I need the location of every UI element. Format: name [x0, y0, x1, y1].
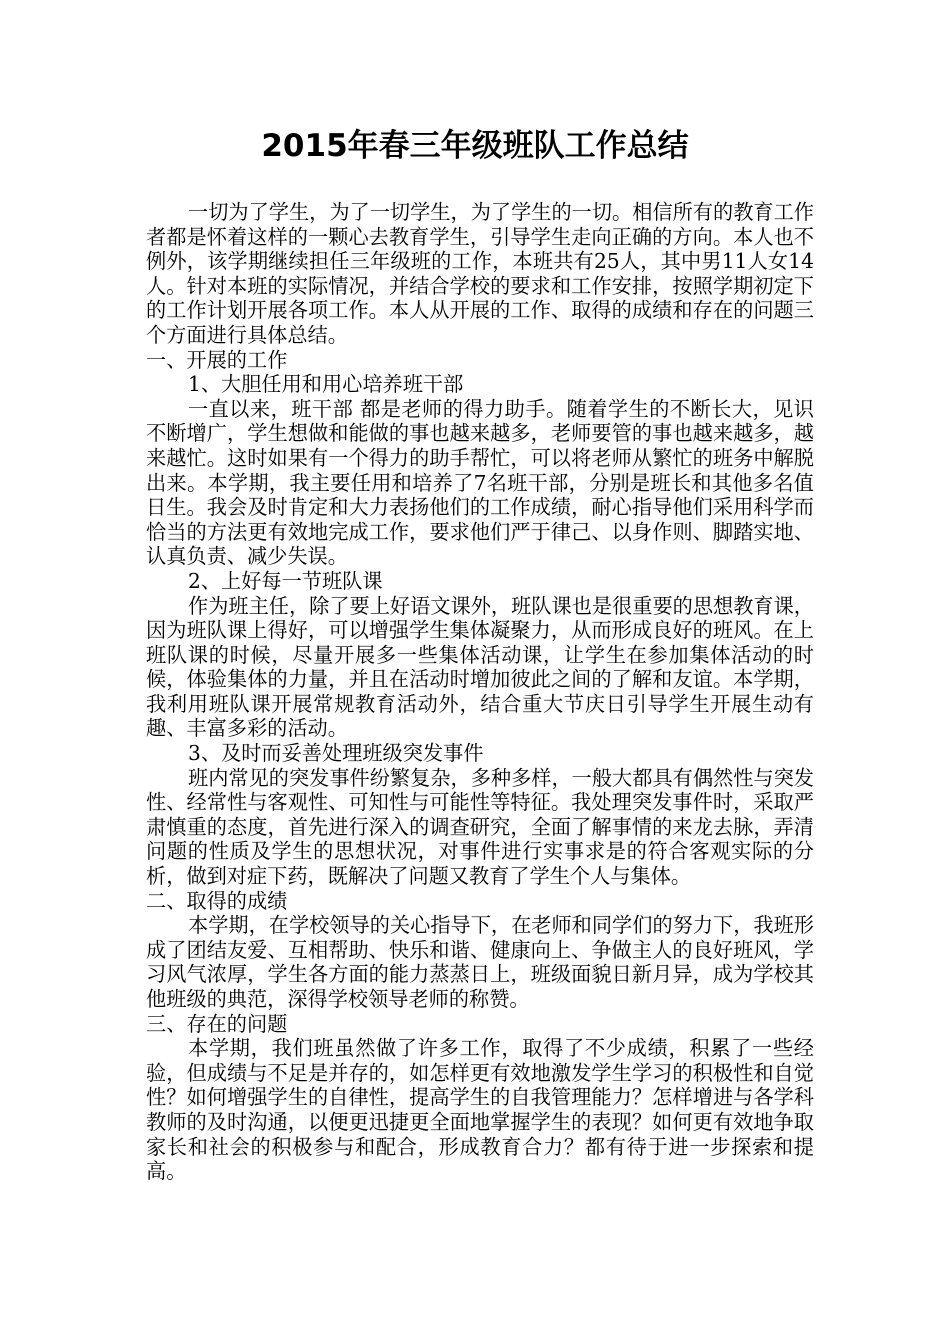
section-heading-achievements: 二、取得的成绩: [146, 888, 288, 913]
subheading-class-meeting: 2、上好每一节班队课: [188, 568, 383, 593]
document-title: 2015年春三年级班队工作总结: [261, 128, 689, 164]
paragraph-class-meeting: 作为班主任，除了要上好语文课外，班队课也是很重要的思想教育课，因为班队课上得好，可以增强学生集体凝聚力，从而形成良好的班风。在上班队课的时候，尽量开展多一些集体活动课，让学生在参加集体活动的时候，体验集体的力量，并且在活动时增加彼此之间的了解和友谊。本学期，我利用班队课开展常规教育活动外，结合重大节庆日引导学生开展生动有趣、丰富多彩的活动。: [146, 593, 814, 741]
section-heading-problems: 三、存在的问题: [146, 1011, 288, 1036]
subheading-emergencies: 3、及时而妥善处理班级突发事件: [188, 741, 484, 766]
paragraph-class-cadres: 一直以来，班干部 都是老师的得力助手。随着学生的不断长大，见识不断增广，学生想做和能做的事也越来越多，老师要管的事也越来越多，越来越忙。这时如果有一个得力的助手帮忙，可以将老师从繁忙的班务中解脱出来。本学期，我主要任用和培养了7名班干部，分别是班长和其他多名值日生。我会及时肯定和大力表扬他们的工作成绩，耐心指导他们采用科学而恰当的方法更有效地完成工作，要求他们严于律己、以身作则、脚踏实地、认真负责、减少失误。: [146, 396, 814, 569]
paragraph-problems: 本学期，我们班虽然做了许多工作，取得了不少成绩，积累了一些经验，但成绩与不足是并存的，如怎样更有效地激发学生学习的积极性和自觉性？如何增强学生的自律性，提高学生的自我管理能力？怎样增进与各学科教师的及时沟通，以便更迅捷更全面地掌握学生的表现？如何更有效地争取家长和社会的积极参与和配合，形成教育合力？都有待于进一步探索和提高。: [146, 1036, 814, 1184]
subheading-class-cadres: 1、大胆任用和用心培养班干部: [188, 372, 464, 397]
section-heading-work: 一、开展的工作: [146, 347, 288, 372]
paragraph-emergencies: 班内常见的突发事件纷繁复杂，多种多样，一般大都具有偶然性与突发性、经常性与客观性、可知性与可能性等特征。我处理突发事件时，采取严肃慎重的态度，首先进行深入的调查研究，全面了解事情的来龙去脉，弄清问题的性质及学生的思想状况，对事件进行实事求是的符合客观实际的分析，做到对症下药，既解决了问题又教育了学生个人与集体。: [146, 765, 814, 889]
paragraph-achievements: 本学期，在学校领导的关心指导下，在老师和同学们的努力下，我班形成了团结友爱、互相帮助、快乐和谐、健康向上、争做主人的良好班风，学习风气浓厚，学生各方面的能力蒸蒸日上，班级面貌日新月异，成为学校其他班级的典范，深得学校领导老师的称赞。: [146, 913, 814, 1011]
paragraph-intro: 一切为了学生，为了一切学生，为了学生的一切。相信所有的教育工作者都是怀着这样的一颗心去教育学生，引导学生走向正确的方向。本人也不例外，该学期继续担任三年级班的工作，本班共有25人，其中男11人女14人。针对本班的实际情况，并结合学校的要求和工作安排，按照学期初定下的工作计划开展各项工作。本人从开展的工作、取得的成绩和存在的问题三个方面进行具体总结。: [146, 200, 814, 347]
document-body: [146, 200, 814, 1184]
